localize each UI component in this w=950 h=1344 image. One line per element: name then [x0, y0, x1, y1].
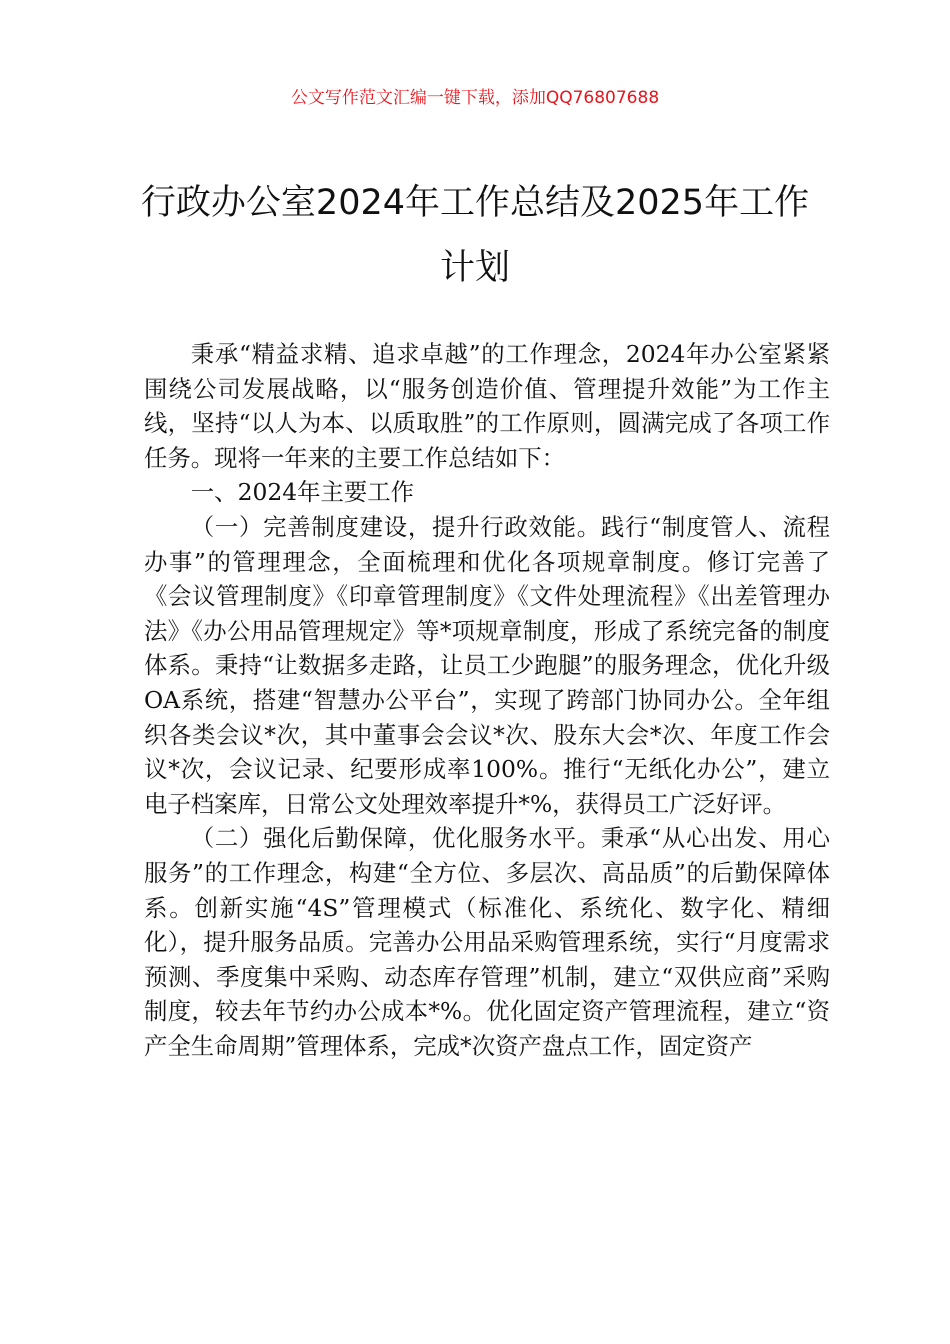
intro-paragraph: 秉承“精益求精、追求卓越”的工作理念，2024年办公室紧紧围绕公司发展战略，以“服务创造价值、管理提升效能”为工作主线，坚持“以人为本、以质取胜”的工作原则，圆满完成了各项工作任务。现将一年来的主要工作总结如下：: [144, 340, 830, 472]
section-heading: 一、2024年主要工作: [190, 478, 415, 507]
body-paragraph: （二）强化后勤保障，优化服务水平。秉承“从心出发、用心服务”的工作理念，构建“全方位、多层次、高品质”的后勤保障体系。创新实施“4S”管理模式（标准化、系统化、数字化、精细化），提升服务品质。完善办公用品采购管理系统，实行“月度需求预测、季度集中采购、动态库存管理”机制，建立“双供应商”采购制度，较去年节约办公成本*%。优化固定资产管理流程，建立“资产全生命周期”管理体系，完成*次资产盘点工作，固定资产: [144, 824, 830, 1060]
body-paragraph: （一）完善制度建设，提升行政效能。践行“制度管人、流程办事”的管理理念，全面梳理和优化各项规章制度。修订完善了《会议管理制度》《印章管理制度》《文件处理流程》《出差管理办法》《办公用品管理规定》等*项规章制度，形成了系统完备的制度体系。秉持“让数据多走路，让员工少跑腿”的服务理念，优化升级OA系统，搭建“智慧办公平台”，实现了跨部门协同办公。全年组织各类会议*次，其中董事会会议*次、股东大会*次、年度工作会议*次，会议记录、纪要形成率100%。推行“无纸化办公”，建立电子档案库，日常公文处理效率提升*%，获得员工广泛好评。: [144, 512, 830, 818]
document-body: [144, 337, 830, 1063]
download-banner[interactable]: 公文写作范文汇编一键下载，添加QQ76807688: [290, 88, 660, 108]
document-title-line1: 行政办公室2024年工作总结及2025年工作: [140, 183, 810, 223]
document-title-line2: 计划: [439, 248, 510, 288]
